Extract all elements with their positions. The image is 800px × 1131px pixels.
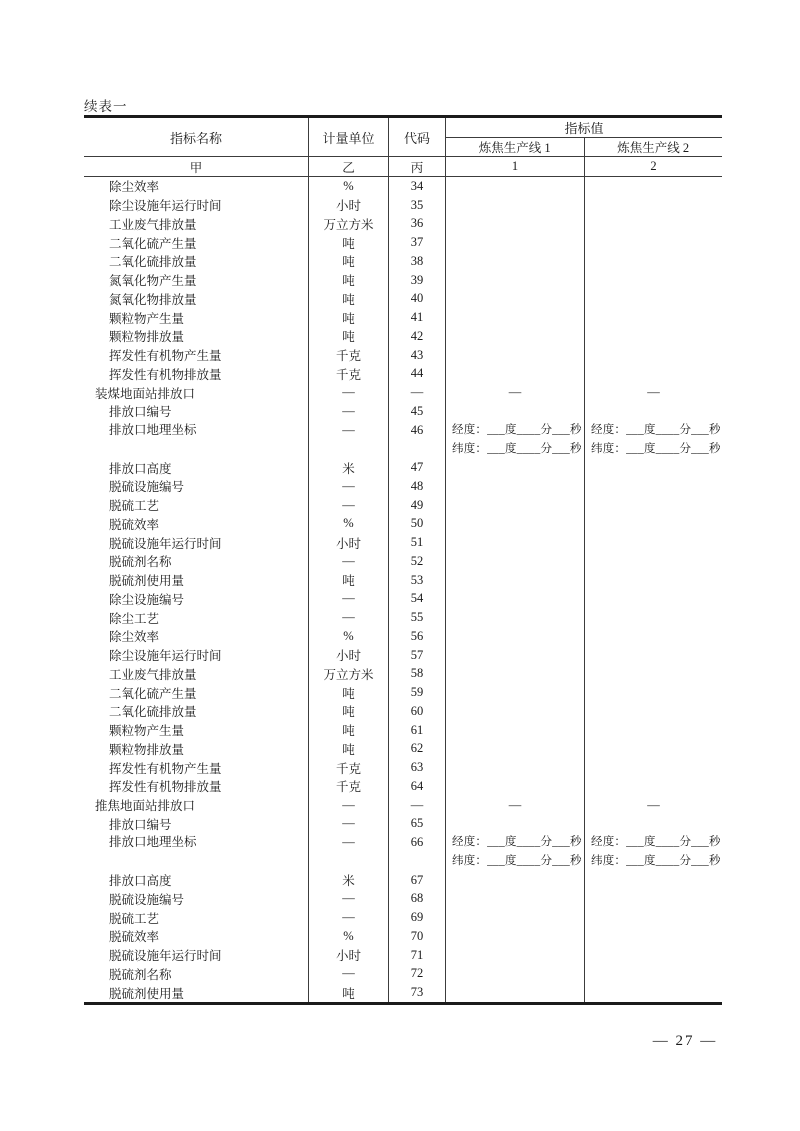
row-value-line2 [584, 252, 722, 271]
row-indicator-name: 脱硫剂名称 [109, 967, 172, 982]
table-row [84, 233, 722, 252]
row-indicator-name: 除尘效率 [109, 630, 160, 645]
table-section-row [84, 383, 722, 402]
row-value-line1 [445, 290, 584, 309]
row-code: 36 [388, 215, 445, 234]
row-indicator-name: 脱硫设施年运行时间 [109, 949, 222, 964]
row-value-line2 [584, 983, 722, 1002]
row-unit: 吨 [308, 702, 388, 721]
row-unit: — [308, 421, 388, 459]
row-unit: 吨 [308, 571, 388, 590]
row-value-line1 [445, 758, 584, 777]
row-unit: 千克 [308, 365, 388, 384]
row-indicator-name: 氮氧化物产生量 [109, 274, 197, 289]
row-code: 42 [388, 327, 445, 346]
header-row-key [84, 156, 722, 177]
row-indicator-name: 挥发性有机物排放量 [109, 367, 222, 382]
row-unit: — [308, 477, 388, 496]
row-value-line2: — [584, 796, 722, 815]
table-row [84, 965, 722, 984]
latitude-blank: 纬度：___度____分___秒 [452, 855, 582, 867]
row-value-line2 [584, 177, 722, 196]
row-value-line2 [584, 571, 722, 590]
header-unit: 计量单位 [308, 118, 388, 156]
row-indicator-name: 挥发性有机物产生量 [109, 761, 222, 776]
row-indicator-name: 脱硫工艺 [109, 499, 160, 514]
longitude-blank: 经度：___度____分___秒 [452, 836, 582, 849]
table-row [84, 721, 722, 740]
table-row [84, 533, 722, 552]
header-production-line-1: 炼焦生产线 1 [478, 141, 551, 155]
page-number: — 27 — [652, 1033, 718, 1049]
row-code: 35 [388, 196, 445, 215]
row-indicator-name: 推焦地面站排放口 [95, 799, 196, 814]
row-unit: — [308, 383, 388, 402]
row-value-line2 [584, 196, 722, 215]
row-unit: 吨 [308, 233, 388, 252]
row-value-line1 [445, 890, 584, 909]
row-value-line2 [584, 533, 722, 552]
table-row [84, 421, 722, 459]
table-row [84, 646, 722, 665]
row-value-line2 [584, 833, 722, 871]
row-code: 66 [388, 833, 445, 871]
row-unit: 千克 [308, 777, 388, 796]
row-value-line1 [445, 252, 584, 271]
header-indicator-value: 指标值 [446, 118, 722, 138]
table-row [84, 758, 722, 777]
row-indicator-name: 除尘设施年运行时间 [109, 199, 222, 214]
row-unit: 米 [308, 458, 388, 477]
row-indicator-name: 挥发性有机物排放量 [109, 780, 222, 795]
row-value-line2 [584, 927, 722, 946]
row-indicator-name: 脱硫剂使用量 [109, 574, 185, 589]
table-row [84, 458, 722, 477]
row-value-line1 [445, 608, 584, 627]
row-value-line2 [584, 421, 722, 459]
row-value-line2: — [584, 383, 722, 402]
row-code: 63 [388, 758, 445, 777]
row-unit: 千克 [308, 758, 388, 777]
row-code: 67 [388, 871, 445, 890]
row-indicator-name: 脱硫剂使用量 [109, 986, 185, 1001]
row-indicator-name: 排放口高度 [109, 874, 172, 889]
table-row [84, 496, 722, 515]
row-indicator-name: 工业废气排放量 [109, 667, 197, 682]
row-value-line2 [584, 871, 722, 890]
row-unit: — [308, 890, 388, 909]
row-value-line1: — [445, 796, 584, 815]
row-value-line2 [584, 908, 722, 927]
row-code: — [388, 383, 445, 402]
row-code: 64 [388, 777, 445, 796]
table-row [84, 833, 722, 871]
row-unit: 吨 [308, 721, 388, 740]
row-value-line1 [445, 833, 584, 871]
row-unit: % [308, 515, 388, 534]
row-unit: 千克 [308, 346, 388, 365]
row-value-line1 [445, 721, 584, 740]
row-value-line1 [445, 271, 584, 290]
row-unit: 吨 [308, 983, 388, 1002]
row-value-line1 [445, 777, 584, 796]
row-code: — [388, 796, 445, 815]
row-indicator-name: 颗粒物产生量 [109, 311, 185, 326]
row-unit: 万立方米 [308, 665, 388, 684]
row-code: 57 [388, 646, 445, 665]
row-value-line2 [584, 590, 722, 609]
row-value-line2 [584, 815, 722, 834]
row-code: 38 [388, 252, 445, 271]
row-value-line1 [445, 946, 584, 965]
row-unit: 万立方米 [308, 215, 388, 234]
longitude-blank: 经度：___度____分___秒 [591, 836, 721, 849]
latitude-blank: 纬度：___度____分___秒 [591, 442, 721, 455]
row-code: 61 [388, 721, 445, 740]
row-unit: 小时 [308, 196, 388, 215]
row-value-line2 [584, 683, 722, 702]
row-code: 49 [388, 496, 445, 515]
row-code: 41 [388, 308, 445, 327]
row-value-line1 [445, 515, 584, 534]
row-value-line1 [445, 927, 584, 946]
row-unit: — [308, 552, 388, 571]
table-continuation-label: 续表一 [84, 99, 128, 114]
row-value-line1 [445, 346, 584, 365]
longitude-blank: 经度：___度____分___秒 [591, 423, 721, 436]
row-indicator-name: 脱硫工艺 [109, 911, 160, 926]
row-indicator-name: 排放口编号 [109, 405, 172, 420]
row-unit: — [308, 496, 388, 515]
header-row-main [84, 118, 722, 156]
header-production-line-2: 炼焦生产线 2 [584, 138, 723, 156]
table-row [84, 590, 722, 609]
table-row [84, 890, 722, 909]
table-row [84, 177, 722, 196]
table-row [84, 365, 722, 384]
row-code: 45 [388, 402, 445, 421]
row-value-line2 [584, 515, 722, 534]
row-indicator-name: 除尘工艺 [109, 611, 160, 626]
row-code: 60 [388, 702, 445, 721]
row-value-line2 [584, 496, 722, 515]
row-unit: 米 [308, 871, 388, 890]
row-value-line2 [584, 946, 722, 965]
longitude-blank: 经度：___度____分___秒 [452, 423, 582, 436]
row-unit: 吨 [308, 271, 388, 290]
row-value-line2 [584, 477, 722, 496]
row-unit: 小时 [308, 646, 388, 665]
row-value-line1 [445, 702, 584, 721]
row-code: 43 [388, 346, 445, 365]
row-unit: 吨 [308, 740, 388, 759]
row-value-line1 [445, 740, 584, 759]
row-indicator-name: 工业废气排放量 [109, 217, 197, 232]
row-indicator-name: 脱硫效率 [109, 517, 160, 532]
table-row [84, 477, 722, 496]
row-value-line1 [445, 327, 584, 346]
key-cell-2: 2 [584, 157, 722, 176]
row-value-line2 [584, 365, 722, 384]
key-cell-1: 1 [445, 157, 584, 176]
row-value-line1 [445, 196, 584, 215]
row-value-line2 [584, 665, 722, 684]
row-value-line1 [445, 908, 584, 927]
row-value-line2 [584, 890, 722, 909]
row-indicator-name: 氮氧化物排放量 [109, 292, 197, 307]
row-unit: — [308, 908, 388, 927]
header-indicator-name: 指标名称 [169, 130, 222, 146]
row-indicator-name: 脱硫设施编号 [109, 480, 185, 495]
row-value-line2 [584, 308, 722, 327]
row-value-line2 [584, 458, 722, 477]
row-indicator-name: 二氧化硫产生量 [109, 236, 197, 251]
row-value-line2 [584, 215, 722, 234]
row-unit: — [308, 833, 388, 871]
row-code: 62 [388, 740, 445, 759]
table-row [84, 290, 722, 309]
row-indicator-name: 颗粒物产生量 [109, 724, 185, 739]
row-value-line1 [445, 590, 584, 609]
row-value-line1 [445, 665, 584, 684]
row-code: 47 [388, 458, 445, 477]
row-code: 40 [388, 290, 445, 309]
row-value-line1 [445, 533, 584, 552]
key-cell-bing: 丙 [388, 157, 445, 176]
header-value-group [445, 118, 722, 156]
row-indicator-name: 挥发性有机物产生量 [109, 349, 222, 364]
row-unit: % [308, 177, 388, 196]
table-row [84, 196, 722, 215]
row-value-line1 [445, 646, 584, 665]
table-body [84, 177, 722, 1002]
row-unit: 吨 [308, 308, 388, 327]
row-code: 50 [388, 515, 445, 534]
row-unit: — [308, 965, 388, 984]
row-value-line2 [584, 646, 722, 665]
row-code: 52 [388, 552, 445, 571]
row-value-line1 [445, 815, 584, 834]
row-code: 53 [388, 571, 445, 590]
row-code: 39 [388, 271, 445, 290]
row-value-line2 [584, 402, 722, 421]
row-code: 72 [388, 965, 445, 984]
key-cell-yi: 乙 [308, 157, 388, 176]
latitude-blank: 纬度：___度____分___秒 [591, 855, 721, 867]
row-indicator-name: 脱硫剂名称 [109, 555, 172, 570]
header-code: 代码 [388, 118, 445, 156]
row-indicator-name: 排放口地理坐标 [109, 835, 197, 850]
row-unit: 吨 [308, 290, 388, 309]
row-value-line2 [584, 627, 722, 646]
row-value-line2 [584, 721, 722, 740]
table-row [84, 515, 722, 534]
row-value-line2 [584, 608, 722, 627]
table-row [84, 402, 722, 421]
row-value-line2 [584, 552, 722, 571]
row-indicator-name: 颗粒物排放量 [109, 330, 185, 345]
row-code: 51 [388, 533, 445, 552]
table-row [84, 871, 722, 890]
row-value-line1 [445, 552, 584, 571]
row-code: 48 [388, 477, 445, 496]
row-value-line2 [584, 327, 722, 346]
row-unit: % [308, 627, 388, 646]
row-value-line1 [445, 308, 584, 327]
table-row [84, 627, 722, 646]
table-row [84, 271, 722, 290]
table-header [84, 118, 722, 177]
table-row [84, 740, 722, 759]
row-value-line2 [584, 233, 722, 252]
row-unit: — [308, 590, 388, 609]
row-value-line1 [445, 965, 584, 984]
row-value-line1 [445, 421, 584, 459]
row-indicator-name: 二氧化硫排放量 [109, 705, 197, 720]
table-row [84, 908, 722, 927]
row-value-line2 [584, 271, 722, 290]
table-row [84, 983, 722, 1002]
row-code: 69 [388, 908, 445, 927]
row-value-line1 [445, 496, 584, 515]
row-code: 56 [388, 627, 445, 646]
row-value-line1 [445, 477, 584, 496]
table-row [84, 346, 722, 365]
row-code: 58 [388, 665, 445, 684]
row-unit: 小时 [308, 533, 388, 552]
row-value-line1 [445, 683, 584, 702]
row-indicator-name: 颗粒物排放量 [109, 742, 185, 757]
row-code: 73 [388, 983, 445, 1002]
row-unit: — [308, 815, 388, 834]
row-value-line1 [445, 871, 584, 890]
table-row [84, 608, 722, 627]
row-code: 55 [388, 608, 445, 627]
table-row [84, 252, 722, 271]
row-value-line2 [584, 965, 722, 984]
table-row [84, 815, 722, 834]
row-indicator-name: 除尘设施年运行时间 [109, 649, 222, 664]
table-row [84, 683, 722, 702]
table-row [84, 327, 722, 346]
row-unit: — [308, 796, 388, 815]
row-value-line1 [445, 458, 584, 477]
table-row [84, 946, 722, 965]
row-value-line2 [584, 777, 722, 796]
row-indicator-name: 除尘效率 [109, 180, 160, 195]
row-unit: 吨 [308, 683, 388, 702]
row-value-line1: — [445, 383, 584, 402]
row-value-line2 [584, 740, 722, 759]
row-code: 65 [388, 815, 445, 834]
row-value-line1 [445, 215, 584, 234]
row-indicator-name: 排放口编号 [109, 817, 172, 832]
row-indicator-name: 脱硫设施年运行时间 [109, 536, 222, 551]
row-indicator-name: 二氧化硫产生量 [109, 686, 197, 701]
table-row [84, 665, 722, 684]
row-value-line1 [445, 233, 584, 252]
row-value-line1 [445, 365, 584, 384]
row-value-line2 [584, 346, 722, 365]
row-code: 68 [388, 890, 445, 909]
table-row [84, 702, 722, 721]
row-code: 54 [388, 590, 445, 609]
row-value-line2 [584, 758, 722, 777]
latitude-blank: 纬度：___度____分___秒 [452, 442, 582, 455]
row-indicator-name: 脱硫效率 [109, 930, 160, 945]
row-indicator-name: 装煤地面站排放口 [95, 386, 196, 401]
row-indicator-name: 脱硫设施编号 [109, 892, 185, 907]
indicator-table [84, 115, 722, 1005]
row-indicator-name: 二氧化硫排放量 [109, 255, 197, 270]
row-code: 59 [388, 683, 445, 702]
row-code: 37 [388, 233, 445, 252]
row-indicator-name: 排放口地理坐标 [109, 422, 197, 437]
row-value-line2 [584, 290, 722, 309]
row-unit: % [308, 927, 388, 946]
row-indicator-name: 除尘设施编号 [109, 592, 185, 607]
key-cell-jia: 甲 [189, 160, 203, 175]
row-code: 46 [388, 421, 445, 459]
row-value-line1 [445, 983, 584, 1002]
row-unit: 吨 [308, 252, 388, 271]
row-value-line1 [445, 571, 584, 590]
row-indicator-name: 排放口高度 [109, 461, 172, 476]
row-unit: — [308, 402, 388, 421]
table-row [84, 571, 722, 590]
row-code: 71 [388, 946, 445, 965]
row-code: 70 [388, 927, 445, 946]
row-code: 34 [388, 177, 445, 196]
row-unit: 吨 [308, 327, 388, 346]
row-value-line2 [584, 702, 722, 721]
row-unit: 小时 [308, 946, 388, 965]
header-value-subcolumns [446, 138, 722, 156]
table-row [84, 215, 722, 234]
row-value-line1 [445, 627, 584, 646]
table-row [84, 308, 722, 327]
row-value-line1 [445, 402, 584, 421]
table-section-row [84, 796, 722, 815]
row-value-line1 [445, 177, 584, 196]
table-row [84, 927, 722, 946]
table-row [84, 777, 722, 796]
row-unit: — [308, 608, 388, 627]
row-code: 44 [388, 365, 445, 384]
table-row [84, 552, 722, 571]
